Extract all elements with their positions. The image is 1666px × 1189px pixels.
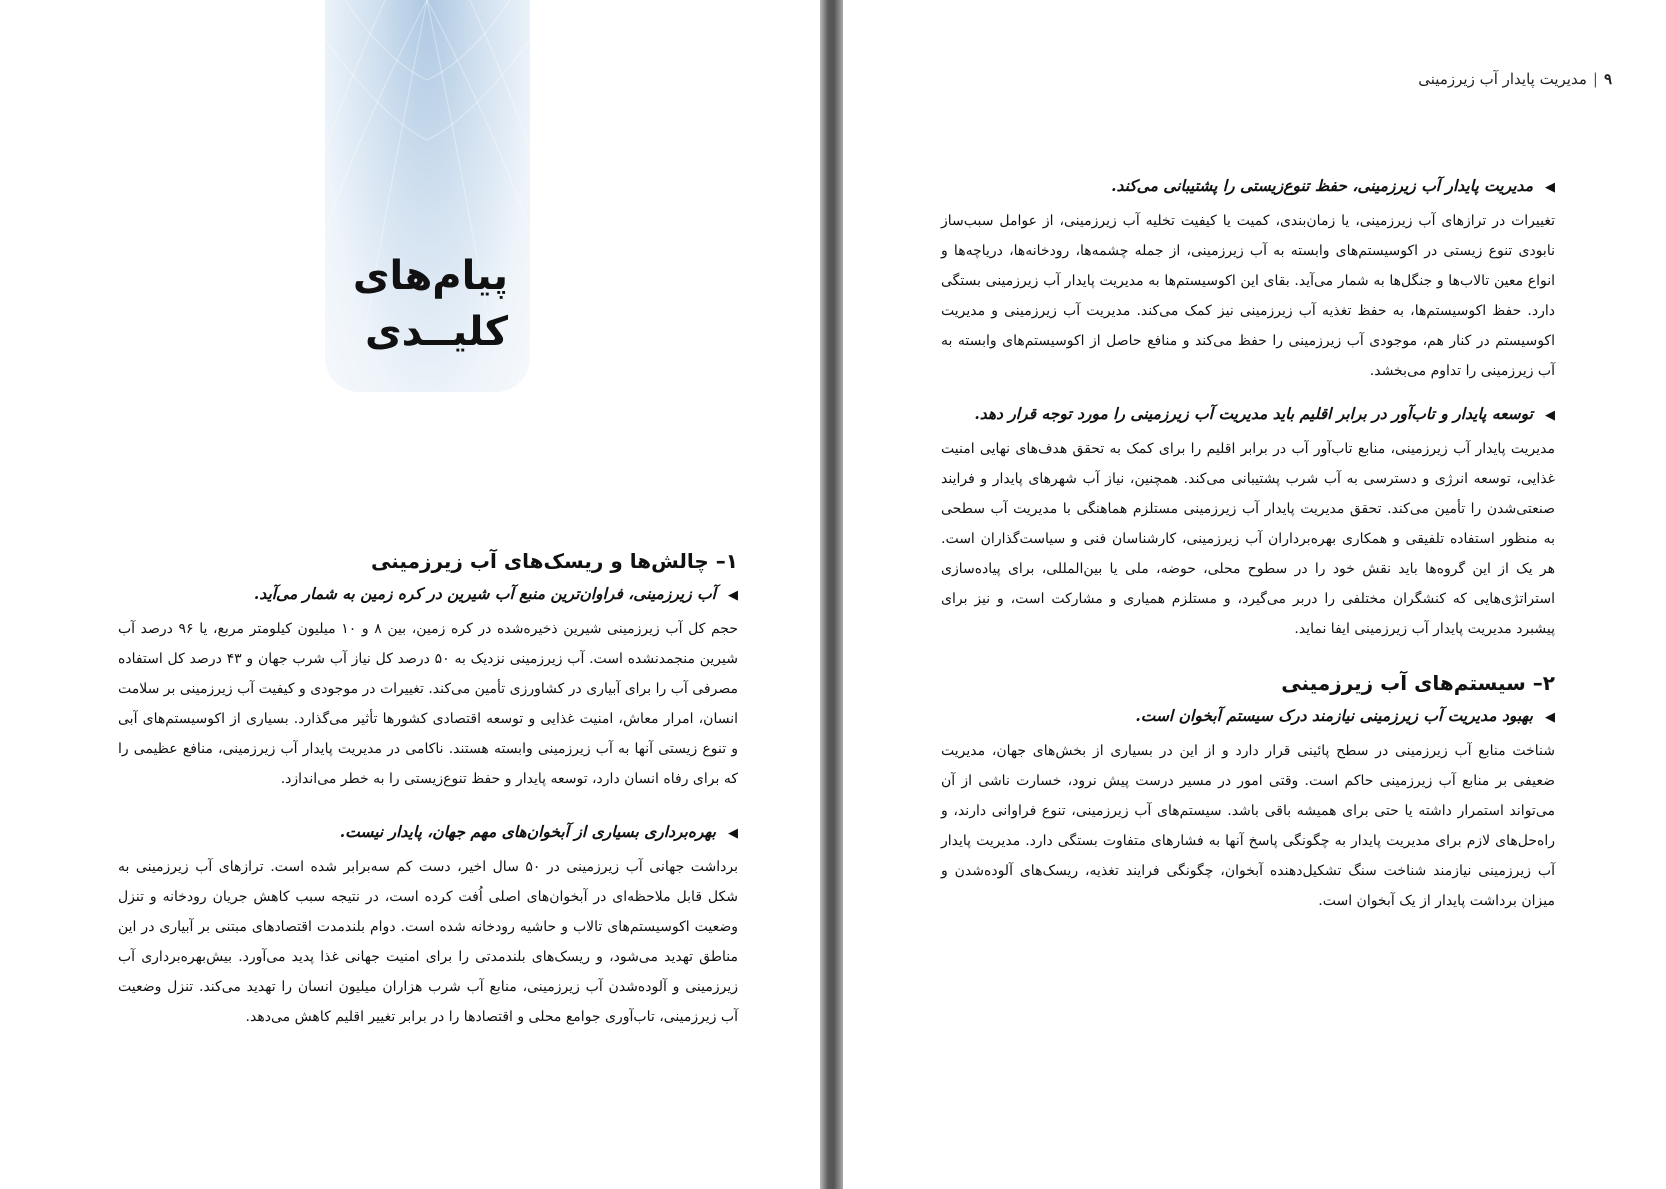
bullet-triangle-icon: ◀ — [1545, 408, 1555, 423]
point-4-heading-text: توسعه پایدار و تاب‌آور در برابر اقلیم باید مدیریت آب زیرزمینی را مورد توجه قرار دهد. — [974, 404, 1533, 423]
chapter-title-line1: پیام‌های — [352, 253, 508, 299]
chapter-banner — [325, 0, 530, 392]
point-3-paragraph: تغییرات در ترازهای آب زیرزمینی، یا زمان‌بندی، کمیت یا کیفیت تخلیه آب زیرزمینی، از عوامل سبب‌ساز نابودی تنوع زیستی در اکوسیستم‌های وابسته به آب زیرزمینی، از جمله چشمه‌ها، رودخانه‌ها، دریاچه‌ها و انواع معین تالاب‌ها و جنگل‌ها به شمار می‌آید. بقای این اکوسیستم‌ها به مدیریت پایدار آب زیرزمینی بستگی دارد. حفظ اکوسیستم‌ها، به حفظ تغذیه آب زیرزمینی نیز کمک می‌کند. مدیریت آب زیرزمینی و مدیریت اکوسیستم در کنار هم، موجودی آب زیرزمینی را حفظ می‌کند و منافع حاصل از اکوسیستم‌های وابسته به آب زیرزمینی را تداوم می‌بخشد. — [941, 213, 1555, 379]
point-2-heading — [118, 818, 738, 848]
page-number: ۹ — [1603, 70, 1612, 88]
point-2-paragraph: برداشت جهانی آب زیرزمینی در ۵۰ سال اخیر، دست کم سه‌برابر شده است. ترازهای آب زیرزمینی به شکل قابل ملاحظه‌ای در آبخوان‌های اصلی اُفت کرده است، در نتیجه سبب کاهش جریان رودخانه و تنزل وضعیت اکوسیستم‌های تالاب و حاشیه رودخانه شده است. دوام بلندمدت اقتصادهای مبتنی بر آبیاری در این مناطق تهدید می‌شود، و ریسک‌های بلندمدتی را برای امنیت جهانی غذا پدید می‌آورد. بیش‌بهره‌برداری آب زیرزمینی و آلوده‌شدن آب زیرزمینی، منابع آب شرب هزاران میلیون انسان را تهدید می‌کند. تنزل وضعیت آب زیرزمینی، تاب‌آوری جوامع محلی و اقتصادها را در برابر تغییر اقلیم کاهش می‌دهد. — [118, 859, 738, 1025]
point-5-paragraph: شناخت منابع آب زیرزمینی در سطح پائینی قرار دارد و از این در بسیاری از بخش‌های جهان، مدیریت ضعیفی بر منابع آب زیرزمینی حاکم است. وقتی امور در مسیر درست پیش نرود، خسارت ناشی از آن می‌تواند استمرار داشته یا حتی برای همیشه باقی باشد. سیستم‌های آب زیرزمینی، تنوع فراوانی دارند، و راه‌حل‌های لازم برای مدیریت پایدار به چگونگی پاسخ آنها به فشارهای متفاوت بستگی دارد. مدیریت پایدار آب زیرزمینی نیازمند شناخت سنگ تشکیل‌دهنده آبخوان، چگونگی فرایند تغذیه، ریسک‌های آلوده‌شدن و میزان برداشت پایدار از یک آبخوان است. — [941, 743, 1555, 909]
point-1-heading — [118, 580, 738, 610]
running-header: ۹|مدیریت پایدار آب زیرزمینی — [1418, 70, 1612, 88]
point-4-paragraph: مدیریت پایدار آب زیرزمینی، منابع تاب‌آور آب در برابر اقلیم را برای کمک به تحقق هدف‌های نهایی امنیت غذایی، توسعه انرژی و دسترسی به آب شرب پشتیبانی می‌کند. همچنین، نیاز آب شهرهای پایدار و فرایند صنعتی‌شدن را تأمین می‌کند. تحقق مدیریت پایدار آب زیرزمینی مستلزم هماهنگی با مدیریت آب سطحی به منظور استفاده تلفیقی و همکاری بهره‌برداران آب زیرزمینی، کارشناسان فنی و سیاست‌گذاران است. هر یک از این گروه‌ها باید نقش خود را در سطوح محلی، حوضه، ملی یا بین‌المللی، برای پیاده‌سازی استراتژی‌هایی که کنشگران مختلفی را دربر می‌گیرد، و مستلزم همیاری و مشارکت است، و نیز برای پیشبرد مدیریت پایدار آب زیرزمینی ایفا نماید. — [941, 441, 1555, 637]
point-5-heading-text: بهبود مدیریت آب زیرزمینی نیازمند درک سیستم آبخوان است. — [1135, 706, 1533, 725]
point-1-paragraph: حجم کل آب زیرزمینی شیرین ذخیره‌شده در کره زمین، بین ۸ و ۱۰ میلیون کیلومتر مربع، یا ۹۶ درصد آب شیرین منجمدنشده است. آب زیرزمینی نزدیک به ۵۰ درصد کل نیاز آب شرب جهان و ۴۳ درصد کل استفاده مصرفی آب را برای آبیاری در کشاورزی تأمین می‌کند. تغییرات در موجودی و کیفیت آب زیرزمینی بر سلامت انسان، امرار معاش، امنیت غذایی و توسعه اقتصادی کشورها تأثیر می‌گذارد. بسیاری از اکوسیستم‌های آبی و تنوع زیستی آنها به آب زیرزمینی وابسته هستند. ناکامی در مدیریت پایدار آب زیرزمینی، منافع عظیمی را که برای رفاه انسان دارد، توسعه پایدار و حفظ تنوع‌زیستی را به خطر می‌اندازد. — [118, 621, 738, 787]
point-5-heading — [941, 702, 1555, 732]
left-text-column — [118, 546, 738, 1032]
page-gutter — [820, 0, 843, 1189]
point-3-heading — [941, 172, 1555, 202]
chapter-title — [325, 248, 508, 360]
point-1-heading-text: آب زیرزمینی، فراوان‌ترین منبع آب شیرین در کره زمین به شمار می‌آید. — [253, 584, 716, 603]
point-3-heading-text: مدیریت پایدار آب زیرزمینی، حفظ تنوع‌زیستی را پشتیبانی می‌کند. — [1111, 176, 1533, 195]
bullet-triangle-icon: ◀ — [728, 588, 738, 603]
right-text-column — [941, 172, 1555, 916]
bullet-triangle-icon: ◀ — [1545, 180, 1555, 195]
left-page — [0, 0, 820, 1189]
point-2-heading-text: بهره‌برداری بسیاری از آبخوان‌های مهم جهان، پایدار نیست. — [339, 822, 716, 841]
bullet-triangle-icon: ◀ — [728, 826, 738, 841]
chapter-title-line2: کلیــدی — [364, 309, 508, 355]
section-1-heading: ۱– چالش‌ها و ریسک‌های آب زیرزمینی — [371, 549, 738, 573]
section-2-heading: ۲– سیستم‌های آب زیرزمینی — [1281, 671, 1555, 695]
running-header-title: مدیریت پایدار آب زیرزمینی — [1418, 70, 1587, 88]
point-4-heading — [941, 400, 1555, 430]
bullet-triangle-icon: ◀ — [1545, 710, 1555, 725]
